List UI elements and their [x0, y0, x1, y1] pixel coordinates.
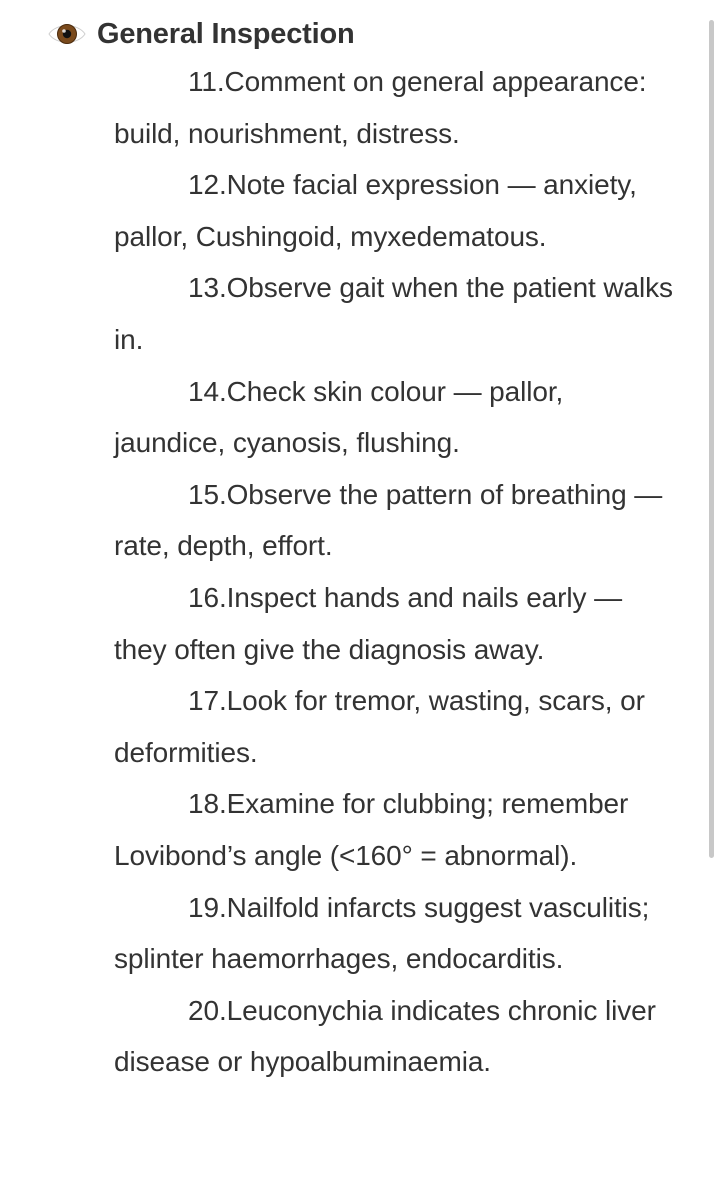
list-item: [114, 56, 674, 159]
list-item: [114, 882, 674, 985]
list-item: [114, 262, 674, 365]
list-item: [114, 469, 674, 572]
list-item: [114, 675, 674, 778]
eye-icon: [48, 20, 86, 48]
list-item: [114, 366, 674, 469]
item-number: 14.: [188, 375, 227, 407]
item-number: 18.: [188, 788, 227, 820]
item-number: 13.: [188, 272, 227, 304]
item-text: Inspect hands and nails early — they often give the diagnosis away.: [114, 581, 622, 665]
item-text: Examine for clubbing; remember Lovibond’s angle (<160° = abnormal).: [114, 788, 629, 871]
item-number: 12.: [188, 169, 227, 201]
item-text: Leuconychia indicates chronic liver disease or hypoalbuminaemia.: [114, 994, 656, 1078]
item-number: 20.: [188, 994, 227, 1026]
item-text: Check skin colour — pallor, jaundice, cyanosis, flushing.: [114, 375, 564, 459]
section-header: [48, 12, 354, 56]
section-title: General Inspection: [97, 17, 355, 50]
list-item: [114, 159, 674, 262]
item-number: 15.: [188, 478, 227, 510]
scrollbar[interactable]: [709, 20, 714, 858]
list-item: [114, 778, 674, 881]
item-text: Observe gait when the patient walks in.: [114, 272, 673, 355]
item-number: 17.: [188, 685, 227, 717]
list-item: [114, 985, 674, 1088]
inspection-list: [114, 56, 674, 1088]
item-number: 16.: [188, 581, 227, 613]
item-text: Comment on general appearance: build, nourishment, distress.: [114, 66, 647, 149]
item-text: Note facial expression — anxiety, pallor, Cushingoid, myxedematous.: [114, 169, 637, 252]
item-text: Nailfold infarcts suggest vasculitis; splinter haemorrhages, endocarditis.: [114, 891, 650, 975]
list-item: [114, 572, 674, 675]
item-text: Look for tremor, wasting, scars, or deformities.: [114, 685, 645, 768]
item-text: Observe the pattern of breathing — rate, depth, effort.: [114, 478, 663, 562]
item-number: 11.: [188, 66, 225, 97]
item-number: 19.: [188, 891, 227, 923]
